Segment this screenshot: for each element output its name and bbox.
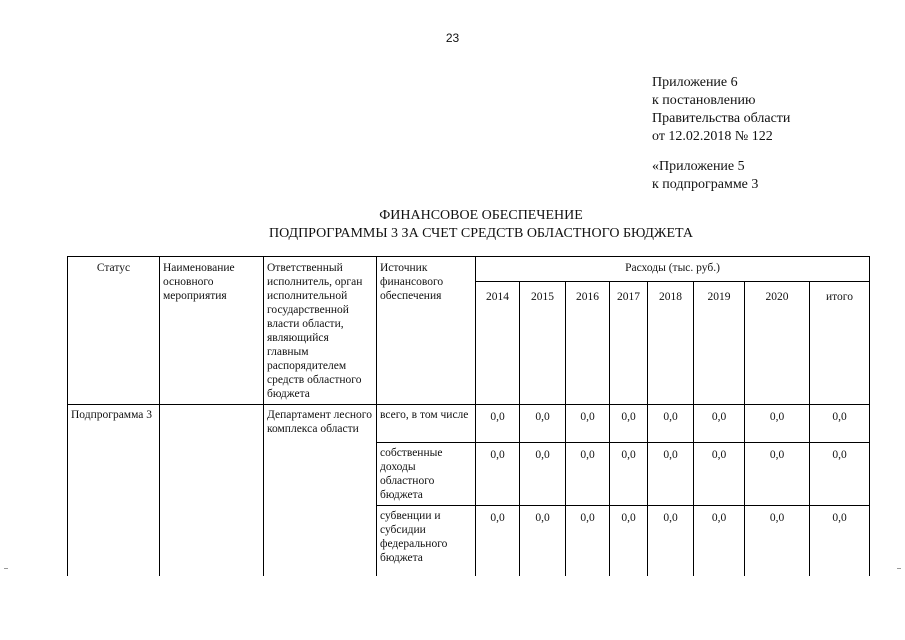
name-cell	[160, 405, 264, 576]
value-cell: 0,0	[648, 443, 694, 506]
appendix-line: к постановлению	[652, 93, 756, 108]
value-cell: 0,0	[566, 506, 610, 576]
title-line: ФИНАНСОВОЕ ОБЕСПЕЧЕНИЕ	[379, 208, 583, 223]
header-expenses: Расходы (тыс. руб.)	[476, 257, 870, 282]
value-cell: 0,0	[745, 443, 810, 506]
value-cell: 0,0	[476, 405, 520, 443]
status-cell: Подпрограмма 3	[68, 405, 160, 576]
value-cell: 0,0	[520, 443, 566, 506]
appendix-line: «Приложение 5	[652, 159, 745, 174]
page-edge-mark	[4, 568, 8, 569]
appendix-block	[652, 74, 790, 194]
value-cell: 0,0	[610, 405, 648, 443]
year-header: 2016	[566, 281, 610, 404]
table-row	[68, 405, 870, 443]
appendix-line: от 12.02.2018 № 122	[652, 129, 773, 144]
value-cell: 0,0	[476, 443, 520, 506]
value-cell: 0,0	[694, 506, 745, 576]
source-cell: всего, в том числе	[377, 405, 476, 443]
value-cell: 0,0	[810, 405, 870, 443]
value-cell: 0,0	[810, 443, 870, 506]
value-cell: 0,0	[694, 443, 745, 506]
header-executor: Ответственный исполнитель, орган исполнительной государственной власти области, являющийся главным распорядителем средств областного бюджета	[264, 257, 377, 405]
year-header: 2017	[610, 281, 648, 404]
year-header: 2019	[694, 281, 745, 404]
value-cell: 0,0	[745, 506, 810, 576]
value-cell: 0,0	[745, 405, 810, 443]
value-cell: 0,0	[566, 443, 610, 506]
title-line: ПОДПРОГРАММЫ 3 ЗА СЧЕТ СРЕДСТВ ОБЛАСТНОГО БЮДЖЕТА	[269, 226, 693, 241]
page-number: 23	[445, 31, 460, 45]
header-name: Наименование основного мероприятия	[160, 257, 264, 405]
appendix-line: к подпрограмме 3	[652, 177, 759, 192]
year-header: 2014	[476, 281, 520, 404]
value-cell: 0,0	[810, 506, 870, 576]
value-cell: 0,0	[566, 405, 610, 443]
value-cell: 0,0	[610, 443, 648, 506]
header-source: Источник финансового обеспечения	[377, 257, 476, 405]
page-edge-mark	[897, 568, 901, 569]
source-cell: субвенции и субсидии федерального бюджета	[377, 506, 476, 576]
executor-cell: Департамент лесного комплекса области	[264, 405, 377, 576]
year-header: 2020	[745, 281, 810, 404]
value-cell: 0,0	[694, 405, 745, 443]
header-status: Статус	[68, 257, 160, 405]
value-cell: 0,0	[610, 506, 648, 576]
appendix-line: Приложение 6	[652, 75, 738, 90]
year-header: 2018	[648, 281, 694, 404]
source-cell: собственные доходы областного бюджета	[377, 443, 476, 506]
value-cell: 0,0	[476, 506, 520, 576]
value-cell: 0,0	[520, 506, 566, 576]
value-cell: 0,0	[648, 506, 694, 576]
value-cell: 0,0	[648, 405, 694, 443]
appendix-line: Правительства области	[652, 111, 791, 126]
document-title	[0, 207, 905, 243]
finance-table	[67, 256, 870, 576]
year-header: 2015	[520, 281, 566, 404]
year-header: итого	[810, 281, 870, 404]
value-cell: 0,0	[520, 405, 566, 443]
